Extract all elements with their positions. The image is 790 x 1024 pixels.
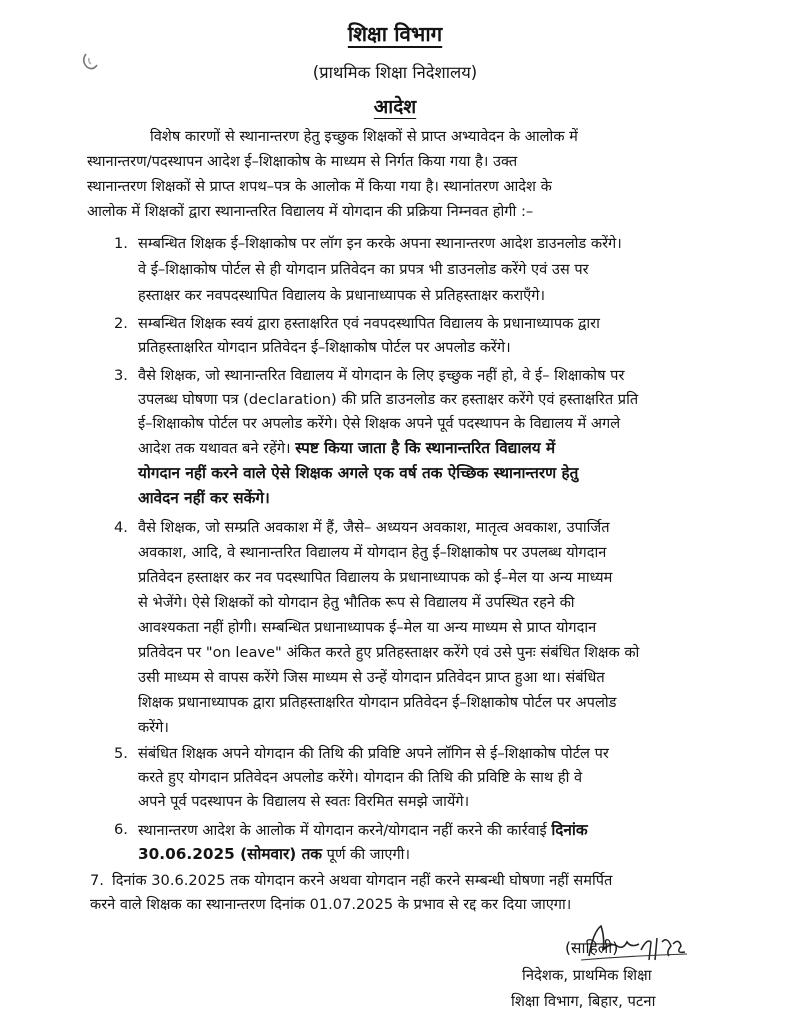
item-line: प्रतिवेदन हस्ताक्षर कर नव पदस्थापित विद्यालय के प्रधानाध्यापक को ई–मेल या अन्य माध्यम <box>138 569 613 586</box>
item-line: करते हुए योगदान प्रतिवेदन अपलोड करेंगे। योगदान की तिथि की प्रविष्टि के साथ ही वे <box>138 769 583 786</box>
department-title: शिक्षा विभाग <box>347 22 443 46</box>
item-number: 5. <box>114 745 128 762</box>
item-line <box>138 843 410 866</box>
item-number: 4. <box>114 519 128 536</box>
item-line: आवश्यकता नहीं होगी। सम्बन्धित प्रधानाध्यापक ई–मेल या अन्य माध्यम से प्राप्त योगदान <box>138 619 597 636</box>
emphasis-text: दिनांक <box>551 821 588 839</box>
item-line: सम्बन्धित शिक्षक स्वयं द्वारा हस्ताक्षरित एवं नवपदस्थापित विद्यालय के प्रधानाध्यापक द्वारा <box>138 315 600 332</box>
item-line: प्रतिहस्ताक्षरित योगदान प्रतिवेदन ई–शिक्षाकोष पोर्टल पर अपलोड करेंगे। <box>138 339 511 356</box>
item-line: करेंगे। <box>138 719 169 736</box>
emphasis-text: स्पष्ट किया जाता है कि स्थानान्तरित विद्यालय में <box>295 439 556 457</box>
item-line: शिक्षक प्रधानाध्यापक द्वारा प्रतिहस्ताक्षरित योगदान प्रतिवेदन ई–शिक्षाकोष पोर्टल पर अपलोड <box>138 694 617 711</box>
deadline-date: 30.06.2025 (सोमवार) तक <box>138 845 323 863</box>
item-line: दिनांक 30.6.2025 तक योगदान करने अथवा योगदान नहीं करने सम्बन्धी घोषणा नहीं समर्पित <box>112 872 613 889</box>
item-line: वैसे शिक्षक, जो स्थानान्तरित विद्यालय में योगदान के लिए इच्छुक नहीं हो, वे ई– शिक्षाकोष पर <box>138 367 625 384</box>
item-text: स्थानान्तरण आदेश के आलोक में योगदान करने/योगदान नहीं करने की कार्रवाई <box>138 822 552 839</box>
signatory-designation: निदेशक, प्राथमिक शिक्षा <box>522 967 652 984</box>
item-number: 6. <box>114 821 128 838</box>
item-line <box>138 437 555 460</box>
intro-line: स्थानान्तरण शिक्षकों से प्राप्त शपथ–पत्र के आलोक में किया गया है। स्थानांतरण आदेश के <box>87 178 552 195</box>
intro-line: आलोक में शिक्षकों द्वारा स्थानान्तरित विद्यालय में योगदान की प्रक्रिया निम्नवत होगी :– <box>87 203 534 220</box>
item-line: हस्ताक्षर कर नवपदस्थापित विद्यालय के प्रधानाध्यापक से प्रतिहस्ताक्षर कराएँगे। <box>138 287 545 304</box>
intro-line: विशेष कारणों से स्थानान्तरण हेतु इच्छुक शिक्षकों से प्राप्त अभ्यावेदन के आलोक में <box>150 128 578 145</box>
intro-line: स्थानान्तरण/पदस्थापन आदेश ई–शिक्षाकोष के माध्यम से निर्गत किया गया है। उक्त <box>87 153 518 170</box>
item-line: उसी माध्यम से वापस करेंगे जिस माध्यम से उन्हें योगदान प्रतिवेदन प्राप्त हुआ था। संबंधित <box>138 669 605 686</box>
item-line: सम्बन्धित शिक्षक ई–शिक्षाकोष पर लॉग इन करके अपना स्थानान्तरण आदेश डाउनलोड करेंगे। <box>138 235 622 252</box>
item-text: पूर्ण की जाएगी। <box>322 846 410 863</box>
item-line <box>138 819 588 842</box>
emphasis-line: योगदान नहीं करने वाले ऐसे शिक्षक अगले एक वर्ष तक ऐच्छिक स्थानान्तरण हेतु <box>138 464 579 482</box>
item-line: अवकाश, आदि, वे स्थानान्तरित विद्यालय में योगदान हेतु ई–शिक्षाकोष पर उपलब्ध योगदान <box>138 544 607 561</box>
item-line: संबंधित शिक्षक अपने योगदान की तिथि की प्रविष्टि अपने लॉगिन से ई–शिक्षाकोष पोर्टल पर <box>138 745 609 762</box>
item-line: उपलब्ध घोषणा पत्र (declaration) की प्रति डाउनलोड कर हस्ताक्षर करेंगे एवं हस्ताक्षरित प्रति <box>138 391 639 408</box>
item-line: ई–शिक्षाकोष पोर्टल पर अपलोड करेंगे। ऐसे शिक्षक अपने पूर्व पदस्थापन के विद्यालय में अगले <box>138 415 621 432</box>
item-line: वैसे शिक्षक, जो सम्प्रति अवकाश में हैं, जैसे– अध्ययन अवकाश, मातृत्व अवकाश, उपार्जित <box>138 519 610 536</box>
item-number: 1. <box>114 235 128 252</box>
item-line: अपने पूर्व पदस्थापन के विद्यालय से स्वतः विरमित समझे जायेंगे। <box>138 793 470 810</box>
emphasis-line: आवेदन नहीं कर सकेंगे। <box>138 489 270 507</box>
signatory-name: (साहिली) <box>565 939 619 957</box>
directorate-subtitle: (प्राथमिक शिक्षा निदेशालय) <box>312 63 478 82</box>
item-number: 3. <box>114 367 128 384</box>
item-line: वे ई–शिक्षाकोष पोर्टल से ही योगदान प्रतिवेदन का प्रपत्र भी डाउनलोड करेंगे एवं उस पर <box>138 261 589 278</box>
order-heading: आदेश <box>373 96 417 118</box>
signatory-office: शिक्षा विभाग, बिहार, पटना <box>511 993 656 1010</box>
item-line: करने वाले शिक्षक का स्थानान्तरण दिनांक 01.07.2025 के प्रभाव से रद्द कर दिया जाएगा। <box>90 896 572 913</box>
item-text: आदेश तक यथावत बने रहेंगे। <box>138 440 296 457</box>
item-line: प्रतिवेदन पर "on leave" अंकित करते हुए प्रतिहस्ताक्षर करेंगे एवं उसे पुनः संबंधित शिक्षक को <box>138 644 640 661</box>
item-line: से भेजेंगे। ऐसे शिक्षकों को योगदान हेतु भौतिक रूप से विद्यालय में उपस्थित रहने की <box>138 594 575 611</box>
item-number: 2. <box>114 315 128 332</box>
item-number: 7. <box>90 872 104 889</box>
